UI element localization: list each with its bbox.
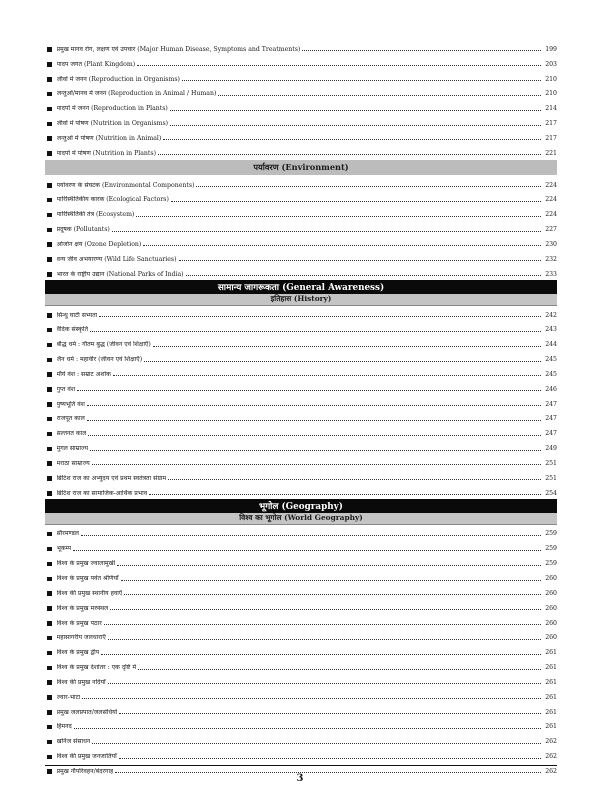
toc-entry [45,380,557,395]
square-bullet-icon [47,387,52,392]
dot-leader [119,758,541,759]
dot-leader [138,669,541,670]
dot-leader [143,245,541,246]
square-bullet-icon [47,532,52,537]
toc-entry [45,569,557,584]
square-bullet-icon [47,491,52,496]
dot-leader [92,743,541,744]
square-bullet-icon [47,272,52,277]
square-bullet-icon [47,562,52,567]
dot-leader [90,450,541,451]
section-header: भूगोल (Geography) [45,499,557,513]
toc-entry-page: 224 [545,181,557,189]
dot-leader [77,390,541,391]
dot-leader [101,654,541,655]
toc-entry-page: 227 [545,226,557,234]
dot-leader [153,346,541,347]
toc-entry-page: 199 [545,45,557,53]
toc-entry-page: 260 [545,575,557,582]
toc-entry-page: 261 [545,664,557,672]
square-bullet-icon [47,402,52,407]
toc-entry-page: 221 [545,149,557,157]
toc-entry-label: पादप जगत (Plant Kingdom) [56,60,136,68]
toc-entry [45,454,557,469]
toc-entry-page: 247 [545,430,557,438]
dot-leader [87,420,541,421]
toc-entry-label: गुप्त वंश [56,385,76,393]
toc-entry-label: ब्रिटिश राज का सामाजिक-आर्थिक प्रभाव [56,489,148,497]
dot-leader [121,580,541,581]
toc-entry-label: विश्व के प्रमुख पठार [56,619,102,627]
square-bullet-icon [47,606,52,611]
square-bullet-icon [47,710,52,715]
toc-entry [45,365,557,380]
dot-leader [99,316,541,317]
toc-entry-page: 259 [545,560,557,568]
toc-entry [45,424,557,439]
toc-entry-label: भारत के राष्ट्रीय उद्यान (National Parks of India) [56,270,184,278]
toc-entry [45,176,557,191]
dot-leader [196,186,541,187]
toc-entry-label: सौरमण्डल [56,530,79,538]
toc-entry [45,40,557,55]
toc-entry [45,205,557,220]
toc-entry-page: 247 [545,415,557,423]
square-bullet-icon [47,328,52,333]
toc-entry [45,643,557,658]
toc-entry-page: 217 [545,120,557,128]
square-bullet-icon [47,47,52,52]
toc-entry [45,584,557,599]
toc-entry [45,235,557,250]
square-bullet-icon [47,476,52,481]
dot-leader [170,110,541,111]
toc-entry-page: 245 [545,356,557,364]
toc-entry-label: विश्व की प्रमुख स्थानीय हवाएँ [56,589,123,597]
subsection-header: विश्व का भूगोल (World Geography) [45,513,557,525]
square-bullet-icon [47,417,52,422]
toc-entry-label: जन्तुओं में पोषण (Nutrition in Animal) [56,134,162,142]
square-bullet-icon [47,151,52,156]
toc-entry-label: विश्व की प्रमुख नदियाँ [56,678,106,686]
toc-entry-page: 260 [545,589,557,597]
toc-entry [45,129,557,144]
square-bullet-icon [47,228,52,233]
square-bullet-icon [47,107,52,112]
toc-entry-page: 260 [545,619,557,627]
toc-entry [45,554,557,569]
toc-entry-label: राजपूत काल [56,415,85,423]
square-bullet-icon [47,372,52,377]
dot-leader [186,275,541,276]
dot-leader [179,260,542,261]
toc-entry-page: 262 [545,767,557,775]
toc-entry [45,439,557,454]
toc-entry-label: मराठा साम्राज्य [56,459,90,467]
toc-entry-label: महासागरीय जलधाराएँ [56,634,106,642]
toc-entry-page: 203 [545,60,557,68]
dot-leader [92,464,541,465]
dot-leader [81,535,541,536]
toc-entry [45,99,557,114]
square-bullet-icon [47,577,52,582]
toc-entry-page: 259 [545,530,557,538]
toc-entry-label: प्रमुख नौपरिवहन/बंदरगाह [56,767,114,775]
dot-leader [90,331,541,332]
toc-entry [45,55,557,70]
toc-entry-label: पारिस्थितिकी तंत्र (Ecosystem) [56,211,135,219]
square-bullet-icon [47,432,52,437]
dot-leader [171,201,541,202]
square-bullet-icon [47,136,52,141]
toc-entry-page: 247 [545,400,557,408]
toc-entry [45,484,557,499]
toc-entry-label: पुष्यभूति वंश [56,400,85,408]
toc-entry-page: 259 [545,545,557,553]
toc-entry [45,539,557,554]
toc-entry-label: जैन धर्म : महावीर (जीवन एवं शिक्षाएँ) [56,356,143,364]
toc-entry-page: 260 [545,634,557,642]
section-header: सामान्य जागरूकता (General Awareness) [45,280,557,294]
square-bullet-icon [47,447,52,452]
square-bullet-icon [47,636,52,641]
toc-entry-page: 262 [545,738,557,746]
toc-entry [45,629,557,644]
toc-entry-label: खनिज संसाधन [56,738,91,746]
toc-entry-page: 243 [545,326,557,334]
toc-entry-page: 214 [545,105,557,113]
dot-leader [108,639,541,640]
dot-leader [112,231,541,232]
dot-leader [113,375,541,376]
square-bullet-icon [47,213,52,218]
dot-leader [74,728,541,729]
square-bullet-icon [47,313,52,318]
square-bullet-icon [47,695,52,700]
square-bullet-icon [47,343,52,348]
square-bullet-icon [47,358,52,363]
toc-entry-label: विश्व के प्रमुख ज्वालामुखी [56,560,116,568]
square-bullet-icon [47,92,52,97]
toc-entry-page: 249 [545,445,557,453]
toc-entry [45,599,557,614]
toc-entry [45,395,557,410]
square-bullet-icon [47,591,52,596]
toc-entry-page: 233 [545,270,557,278]
square-bullet-icon [47,62,52,67]
dot-leader [108,683,541,684]
toc-entry-label: पर्यावरण के संघटक (Environmental Components) [56,181,195,189]
toc-entry [45,114,557,129]
square-bullet-icon [47,621,52,626]
toc-entry [45,70,557,85]
toc-entry [45,525,557,540]
toc-entry-page: 260 [545,604,557,612]
toc-entry [45,250,557,265]
toc-entry [45,732,557,747]
toc-entry-label: विश्व के प्रमुख पर्वत श्रेणियाँ [56,575,119,582]
toc-entry-label: मुगल साम्राज्य [56,445,89,453]
toc-entry-page: 232 [545,255,557,263]
toc-entry-page: 210 [545,75,557,83]
dot-leader [218,95,541,96]
toc-entry [45,614,557,629]
toc-entry [45,718,557,733]
toc-entry [45,191,557,206]
toc-entry-label: ओजोन क्षय (Ozone Depletion) [56,240,142,248]
toc-entry [45,220,557,235]
dot-leader [88,435,541,436]
toc-entry-page: 244 [545,341,557,349]
toc-entry-label: प्रदूषक (Pollutants) [56,226,110,234]
dot-leader [82,698,541,699]
toc-entry [45,410,557,425]
toc-entry-page: 246 [545,385,557,393]
square-bullet-icon [47,680,52,685]
toc-entry-page: 261 [545,678,557,686]
dot-leader [182,80,541,81]
toc-entry-label: ज्वार-भाटा [56,693,81,701]
toc-entry-label: प्रमुख मानव रोग, लक्षण एवं उपचार (Major Human Disease, Symptoms and Treatments) [56,45,301,53]
toc-entry-label: पादपों में पोषण (Nutrition in Plants) [56,149,156,157]
dot-leader [124,594,541,595]
square-bullet-icon [47,257,52,262]
dot-leader [136,216,541,217]
toc-entry [45,321,557,336]
toc-entry-page: 261 [545,693,557,701]
square-bullet-icon [47,198,52,203]
toc-entry-page: 262 [545,753,557,761]
table-of-contents [45,40,557,777]
dot-leader [168,479,541,480]
toc-entry-page: 217 [545,134,557,142]
square-bullet-icon [47,755,52,760]
toc-entry-label: जन्तुओं/मानव में जनन (Reproduction in Animal / Human) [56,90,217,98]
toc-entry-label: विश्व के प्रमुख द्वीप [56,649,100,657]
toc-entry-page: 224 [545,196,557,204]
toc-entry-page: 245 [545,370,557,378]
dot-leader [104,624,541,625]
toc-entry-label: ब्रिटिश राज का अभ्युदय एवं प्रथम स्वतंत्रता संग्राम [56,474,167,482]
toc-entry-label: पादपों में जनन (Reproduction in Plants) [56,105,168,113]
square-bullet-icon [47,740,52,745]
toc-entry-page: 254 [545,489,557,497]
toc-entry [45,306,557,321]
toc-entry-label: पारिस्थितिकीय कारक (Ecological Factors) [56,196,169,204]
toc-entry-label: वन्य जीव अभयारण्य (Wild Life Sanctuaries) [56,255,177,263]
page-number: 3 [296,773,304,784]
square-bullet-icon [47,651,52,656]
toc-entry-page: 224 [545,211,557,219]
toc-entry [45,265,557,280]
toc-entry-label: सिन्धु घाटी सभ्यता [56,311,98,319]
toc-entry-page: 230 [545,240,557,248]
dot-leader [73,550,541,551]
section-header: पर्यावरण (Environment) [45,160,557,175]
square-bullet-icon [47,725,52,730]
toc-entry-page: 251 [545,459,557,467]
toc-entry-page: 242 [545,311,557,319]
toc-entry-label: हिमनद [56,723,72,731]
toc-entry-label: विश्व के प्रमुख देशांतर : एक दृष्टि में [56,664,137,672]
dot-leader [302,50,541,51]
toc-entry-page: 261 [545,708,557,716]
toc-entry-label: बौद्ध धर्म : गौतम बुद्ध (जीवन एवं शिक्षाएँ) [56,341,151,349]
toc-entry [45,658,557,673]
dot-leader [158,154,541,155]
toc-entry-page: 251 [545,474,557,482]
square-bullet-icon [47,461,52,466]
subsection-header: इतिहास (History) [45,294,557,306]
square-bullet-icon [47,666,52,671]
toc-entry-page: 210 [545,90,557,98]
toc-entry [45,673,557,688]
toc-entry-label: जीवों में जनन (Reproduction in Organisms) [56,75,180,83]
toc-entry-label: प्रमुख जलप्रपात/जलसंधियाँ [56,708,118,716]
toc-entry [45,747,557,762]
dot-leader [117,565,541,566]
toc-entry-label: जीवों में पोषण (Nutrition in Organisms) [56,120,169,128]
toc-entry [45,350,557,365]
toc-entry [45,688,557,703]
square-bullet-icon [47,242,52,247]
toc-entry [45,703,557,718]
toc-entry [45,85,557,100]
toc-entry [45,335,557,350]
dot-leader [170,125,541,126]
dot-leader [144,361,541,362]
toc-entry-label: वैदिक संस्कृति [56,326,89,334]
square-bullet-icon [47,547,52,552]
toc-entry-page: 261 [545,649,557,657]
toc-entry [45,144,557,159]
dot-leader [87,405,541,406]
toc-entry-label: विश्व के प्रमुख मरुस्थल [56,604,109,612]
toc-entry-label: मौर्य वंश : सम्राट अशोक [56,370,111,378]
dot-leader [149,494,541,495]
square-bullet-icon [47,77,52,82]
dot-leader [119,713,541,714]
toc-entry-label: भूकम्प [56,545,72,553]
dot-leader [163,139,541,140]
dot-leader [110,609,541,610]
toc-entry [45,469,557,484]
footer-rule [45,765,557,766]
square-bullet-icon [47,183,52,188]
toc-entry-label: विश्व की प्रमुख जनजातियाँ [56,753,117,761]
square-bullet-icon [47,122,52,127]
toc-entry-label: सल्तनत काल [56,430,87,438]
dot-leader [137,65,541,66]
toc-entry-page: 261 [545,723,557,731]
